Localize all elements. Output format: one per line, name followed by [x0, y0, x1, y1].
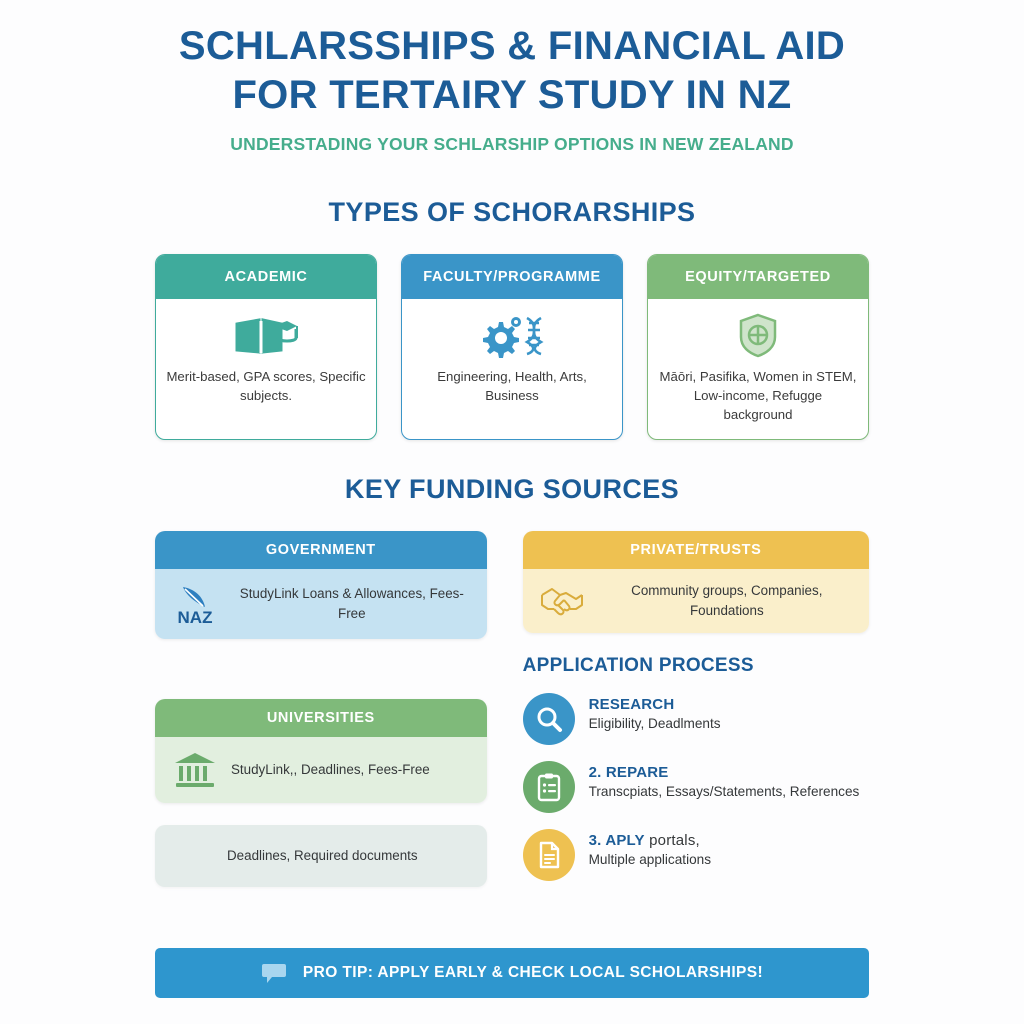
- funding-card-universities-title: UNIVERSITIES: [155, 699, 487, 737]
- funding-card-universities-description: StudyLink,, Deadlines, Fees-Free: [231, 761, 430, 777]
- pro-tip-banner[interactable]: [155, 948, 869, 998]
- speech-bubble-icon: [261, 961, 287, 985]
- type-card-faculty-description: Engineering, Health, Arts, Business: [437, 368, 587, 403]
- magnifier-search-icon: [523, 693, 575, 745]
- funding-card-private[interactable]: [523, 531, 869, 633]
- type-card-academic-title: ACADEMIC: [156, 255, 376, 299]
- type-card-equity-body: [648, 299, 868, 439]
- clipboard-checklist-icon: [523, 761, 575, 813]
- funding-card-government-title: GOVERNMENT: [155, 531, 487, 569]
- process-step-apply-description: Multiple applications: [588, 851, 712, 867]
- type-card-equity-description: Māōri, Pasifika, Women in STEM, Low-income, Refugge background: [659, 368, 857, 423]
- type-card-faculty-title: FACULTY/PROGRAMME: [402, 255, 622, 299]
- process-step-prepare-description: Transcpiats, Essays/Statements, References: [588, 783, 860, 799]
- process-step-apply-title-main: 3. APLY: [588, 831, 645, 849]
- type-card-equity-title: EQUITY/TARGETED: [648, 255, 868, 299]
- pro-tip-text: PRO TIP: APPLY EARLY & CHECK LOCAL SCHOLARSHIPS!: [302, 964, 764, 981]
- title-line-2: FOR TERTAIRY STUDY IN NZ: [232, 72, 792, 117]
- process-step-apply[interactable]: [523, 829, 869, 881]
- process-step-research[interactable]: [523, 693, 869, 745]
- funding-columns: [155, 531, 869, 887]
- nz-fern-logo-icon: [169, 581, 221, 627]
- title-block: [0, 0, 1024, 155]
- funding-card-government-description: StudyLink Loans & Allowances, Fees-Free: [239, 586, 464, 621]
- page-subtitle: UNDERSTADING YOUR SCHLARSHIP OPTIONS IN NEW ZEALAND: [230, 133, 794, 154]
- funding-card-private-body: [523, 569, 869, 633]
- funding-card-government-body: [155, 569, 487, 639]
- funding-card-universities[interactable]: [155, 699, 487, 803]
- application-process-heading: APPLICATION PROCESS: [522, 654, 754, 676]
- svg-text:NAZ: NAZ: [177, 607, 213, 627]
- funding-right-column: [523, 531, 869, 887]
- process-step-apply-text: [589, 829, 711, 869]
- process-step-prepare-title: 2. REPARE: [588, 763, 669, 781]
- process-step-research-title: RESEARCH: [588, 695, 675, 713]
- type-card-academic-body: [156, 299, 376, 439]
- type-card-equity[interactable]: [647, 254, 869, 440]
- handshake-icon: [537, 581, 589, 621]
- application-process-section: [523, 655, 869, 881]
- process-step-prepare-text: [589, 761, 860, 801]
- funding-card-extra-description: Deadlines, Required documents: [227, 847, 418, 863]
- funding-card-extra[interactable]: [155, 825, 487, 887]
- type-card-academic-description: Merit-based, GPA scores, Specific subjects.: [166, 368, 366, 403]
- open-book-graduation-cap-icon: [233, 309, 299, 361]
- document-upload-icon: [523, 829, 575, 881]
- funding-area: [0, 531, 1024, 887]
- funding-card-private-title: PRIVATE/TRUSTS: [523, 531, 869, 569]
- process-step-research-text: [589, 693, 721, 733]
- process-step-apply-title-tail: portals,: [644, 831, 700, 849]
- funding-section-heading: KEY FUNDING SOURCES: [344, 473, 680, 504]
- funding-left-column: [155, 531, 487, 887]
- universities-wrapper: [155, 699, 487, 887]
- funding-card-universities-body: [155, 737, 487, 803]
- types-row: [0, 254, 1024, 440]
- shield-icon: [735, 309, 781, 361]
- funding-card-private-description: Community groups, Companies, Foundations: [631, 583, 823, 618]
- process-step-research-description: Eligibility, Deadlments: [588, 715, 721, 731]
- bank-building-icon: [169, 749, 221, 791]
- page-title: [0, 22, 1024, 120]
- types-section-heading: TYPES OF SCHORARSHIPS: [328, 196, 696, 227]
- title-line-1: SCHLARSSHIPS & FINANCIAL AID: [178, 24, 846, 68]
- gear-dna-icon: [479, 309, 545, 361]
- type-card-faculty-body: [402, 299, 622, 439]
- funding-card-government[interactable]: [155, 531, 487, 639]
- process-step-prepare[interactable]: [523, 761, 869, 813]
- type-card-academic[interactable]: [155, 254, 377, 440]
- type-card-faculty[interactable]: [401, 254, 623, 440]
- process-step-apply-title: [589, 832, 711, 849]
